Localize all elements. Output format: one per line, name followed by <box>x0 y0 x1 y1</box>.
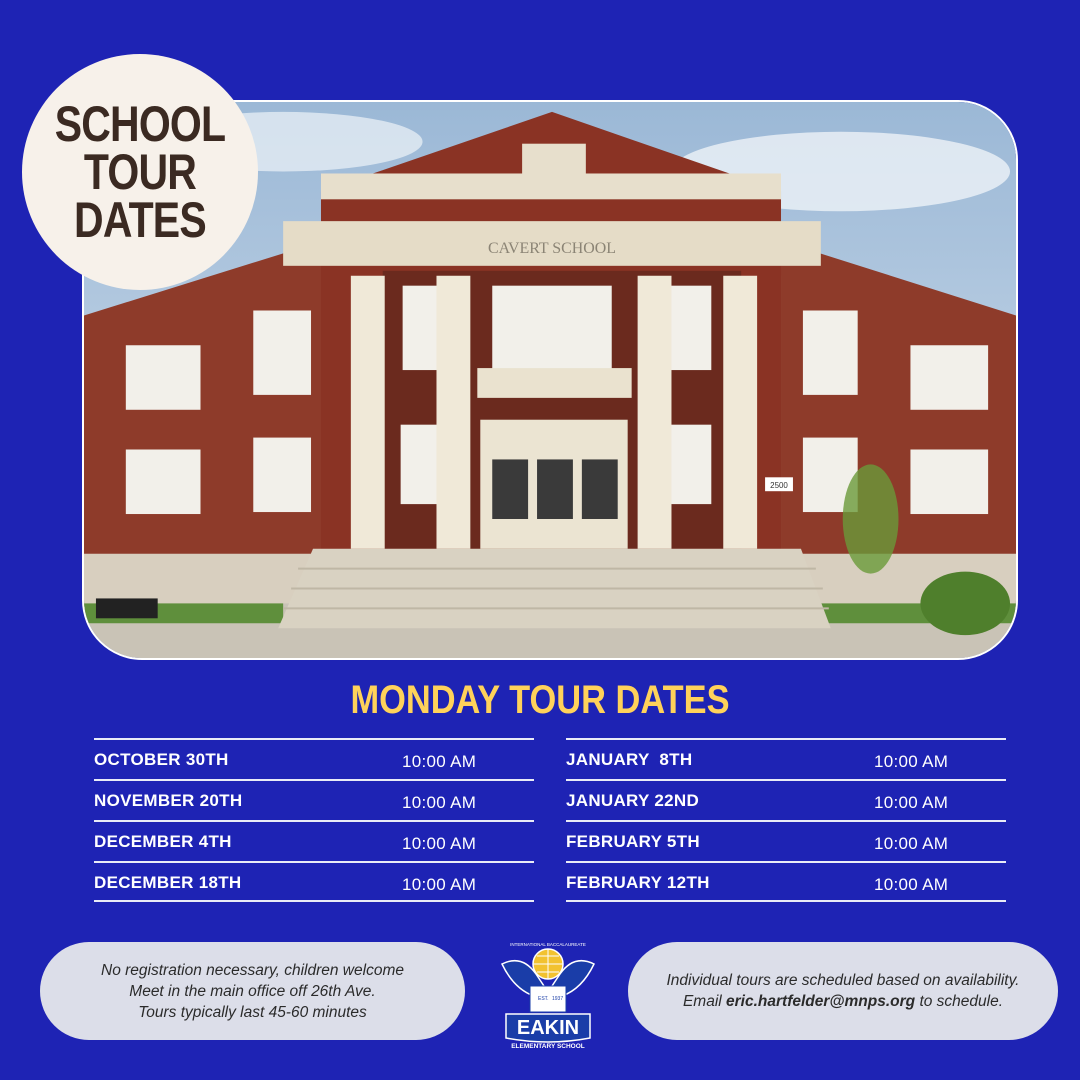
tour-dates-left <box>94 738 534 902</box>
tour-row <box>566 738 1006 779</box>
tour-time: 10:00 AM <box>402 834 477 853</box>
tour-row <box>94 779 534 820</box>
tour-time: 10:00 AM <box>402 752 477 771</box>
address-plate: 2500 <box>770 481 788 491</box>
tour-row <box>566 779 1006 820</box>
logo-year: 1937 <box>552 996 564 1002</box>
tour-time: 10:00 AM <box>402 793 477 812</box>
eakin-school-logo <box>492 934 604 1056</box>
info-box-individual <box>628 942 1058 1040</box>
tour-time: 10:00 AM <box>874 875 949 894</box>
info-line-email <box>667 991 1020 1012</box>
tour-date: JANUARY 22ND <box>566 791 700 810</box>
info-line: Tours typically last 45-60 minutes <box>138 1003 367 1021</box>
tour-date: OCTOBER 30TH <box>94 750 229 769</box>
tour-row <box>566 820 1006 861</box>
tour-date: DECEMBER 4TH <box>94 832 232 851</box>
title-badge <box>22 54 258 290</box>
tour-date: FEBRUARY 12TH <box>566 873 710 892</box>
info-line: Meet in the main office off 26th Ave. <box>129 982 376 1000</box>
info-line: No registration necessary, children welcome <box>101 961 404 979</box>
tour-date: DECEMBER 18TH <box>94 873 242 892</box>
tour-date: NOVEMBER 20TH <box>94 791 243 810</box>
tour-row <box>94 738 534 779</box>
logo-est: EST. <box>538 996 549 1002</box>
info-box-general <box>40 942 465 1040</box>
info-line: Individual tours are scheduled based on availability. <box>666 972 1020 989</box>
tour-time: 10:00 AM <box>874 793 949 812</box>
tour-row <box>94 820 534 861</box>
logo-arc-text: INTERNATIONAL BACCALAUREATE <box>510 942 586 947</box>
section-heading: MONDAY TOUR DATES <box>350 678 730 722</box>
logo-name: EAKIN <box>516 1017 580 1039</box>
tour-time: 10:00 AM <box>874 834 949 853</box>
logo-subtitle: ELEMENTARY SCHOOL <box>511 1043 585 1050</box>
tour-time: 10:00 AM <box>874 752 949 771</box>
tour-dates-right <box>566 738 1006 902</box>
tour-date: JANUARY 8TH <box>566 750 693 769</box>
page-title: SCHOOL TOUR DATES <box>54 96 226 248</box>
email-link[interactable]: eric.hartfelder@mnps.org <box>726 993 916 1010</box>
tour-row <box>566 861 1006 902</box>
tour-date: FEBRUARY 5TH <box>566 832 700 851</box>
email-suffix: to schedule. <box>915 993 1004 1010</box>
tour-time: 10:00 AM <box>402 875 477 894</box>
email-prefix: Email <box>682 993 727 1010</box>
building-engraving: CAVERT SCHOOL <box>487 239 616 257</box>
tour-row <box>94 861 534 902</box>
